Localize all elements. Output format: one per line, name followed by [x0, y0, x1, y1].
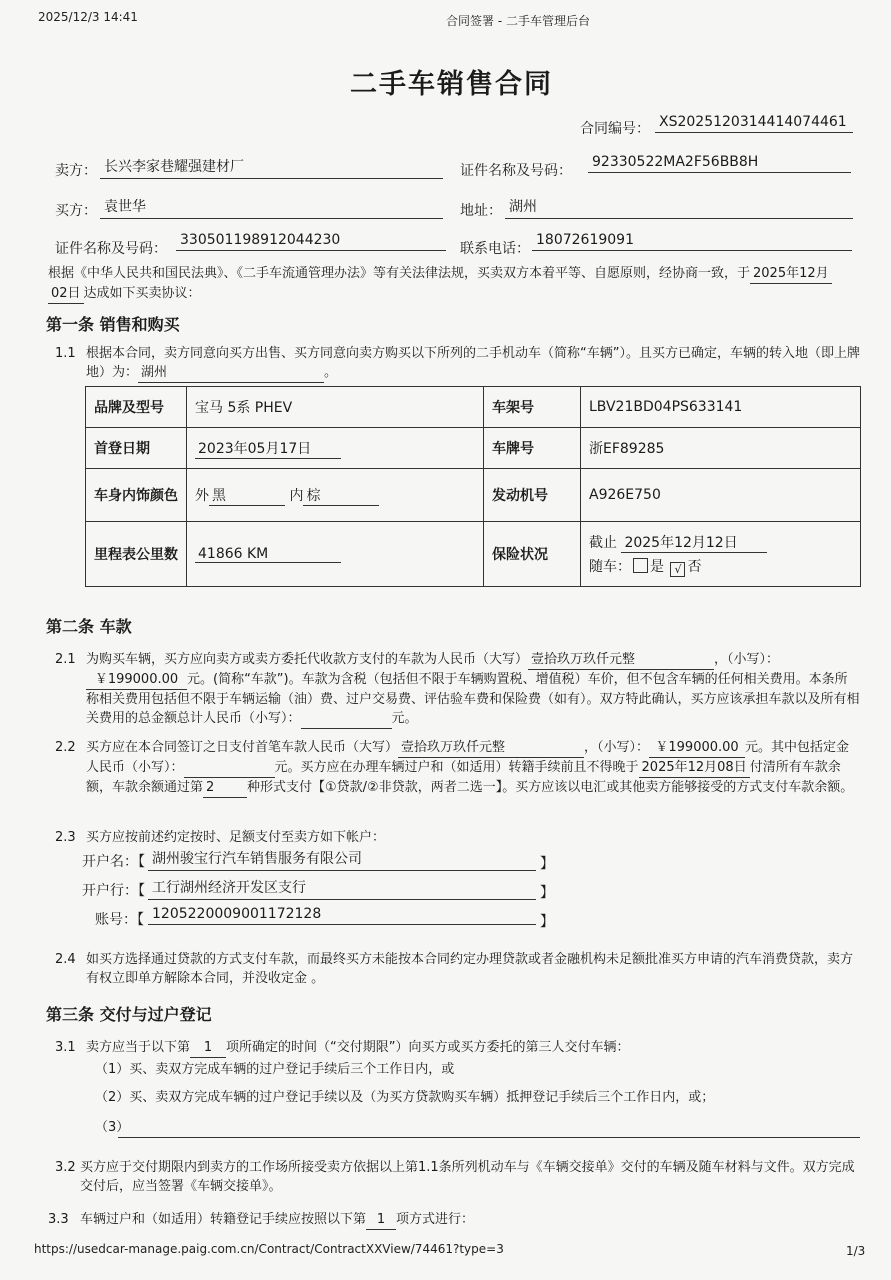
- color-label: 车身内饰颜色: [86, 469, 187, 522]
- vehicle-info-table: [85, 386, 861, 587]
- clause-2-1-number: 2.1: [55, 652, 76, 667]
- buyer-label: 买方：: [55, 203, 97, 219]
- insurance-yes-checkbox: [633, 558, 648, 573]
- section-3-title: 第三条 交付与过户登记: [46, 1005, 212, 1024]
- account-no-label: 账号：【: [95, 912, 144, 928]
- mileage-label: 里程表公里数: [86, 522, 187, 587]
- clause-2-4-text: 如买方选择通过贷款的方式支付车款，而最终买方未能按本合同约定办理贷款或者金融机构未足额批准买方申请的汽车消费贷款，卖方有权立即单方解除本合同，并没收定金 。: [86, 952, 854, 986]
- brand-label: 品牌及型号: [86, 387, 187, 428]
- insurance-no-checkbox: √: [670, 562, 685, 577]
- vin-label: 车架号: [484, 387, 581, 428]
- bracket-close: 】: [540, 914, 554, 930]
- option-3: （3）: [95, 1120, 130, 1135]
- plate-value: 浙EF89285: [581, 428, 861, 469]
- contract-no-label: 合同编号：: [580, 121, 650, 137]
- clause-3-3-text: 车辆过户和（如适用）转籍登记手续应按照以下第 1 项方式进行：: [80, 1210, 860, 1230]
- print-datetime: 2025/12/3 14:41: [38, 10, 138, 24]
- seller-value: 长兴李家巷耀强建材厂: [100, 156, 443, 179]
- clause-3-2-number: 3.2: [55, 1160, 76, 1175]
- insurance-cell: 截止 2025年12月12日 随车： 是 √ 否: [581, 522, 861, 587]
- reg-date-label: 首登日期: [86, 428, 187, 469]
- seller-id-label: 证件名称及号码：: [460, 163, 572, 179]
- preamble: 根据《中华人民共和国民法典》、《二手车流通管理办法》等有关法律法规，买卖双方本着平等、自愿原则，经协商一致，于 2025年12月 02日 达成如下买卖协议：: [48, 264, 860, 304]
- buyer-id-label: 证件名称及号码：: [55, 241, 167, 257]
- insurance-date: 2025年12月12日: [621, 532, 767, 553]
- account-no-value: 1205220009001172128: [148, 906, 536, 925]
- reg-date-cell: [187, 428, 484, 469]
- buyer-addr-label: 地址：: [460, 203, 502, 219]
- bank-label: 开户行：【: [82, 883, 145, 899]
- buyer-id-value: 330501198912044230: [176, 232, 446, 251]
- clause-3-2-text: 买方应于交付期限内到卖方的工作场所接受卖方依据以上第1.1条所列机动车与《车辆交接单》交付的车辆及随车材料与文件。双方完成交付后，应当签署《车辆交接单》。: [80, 1160, 855, 1194]
- exterior-color: 黑: [209, 485, 285, 506]
- clause-2-2-text: 买方应在本合同签订之日支付首笔车款人民币（大写） 壹拾玖万玖仟元整 ，（小写）： ￥199000.00 元。其中包括定金人民币（小写）： 元。买方应在办理车辆过户和（如适用）转籍手续前且不得晚于 2025年12月08日 付清所有车款余额，车款余额通过第 2 种形式支付【①贷款/②非贷款，两者二选一】。买方应该以电汇或其他卖方能够接受的方式支付车款余额。: [86, 738, 860, 798]
- option-3-blank: [118, 1137, 860, 1138]
- clause-1-1-number: 1.1: [55, 346, 76, 361]
- buyer-value: 袁世华: [100, 196, 443, 219]
- clause-1-1-text: 根据本合同，卖方同意向买方出售、买方同意向卖方购买以下所列的二手机动车（简称“车辆”）。且买方已确定，车辆的转入地（即上牌地）为： 湖州 。: [86, 344, 860, 383]
- buyer-phone-label: 联系电话：: [460, 241, 530, 257]
- clause-2-4-number: 2.4: [55, 952, 76, 967]
- clause-2-1-text: 为购买车辆，买方应向卖方或卖方委托代收款方支付的车款为人民币（大写） 壹拾玖万玖仟元整 ，（小写）： ￥199000.00 元。(简称“车款”)。车款为含税（包括但不限于车辆购置税、增值税）车价，但不包含车辆的任何相关费用。本条所称相关费用包括但不限于车辆运输（油）费、过户交易费、评估验车费和保险费（如有）。双方特此确认，买方应该承担车款以及所有相关费用的总金额总计人民币（小写）： 元。: [86, 650, 860, 729]
- engine-value: A926E750: [581, 469, 861, 522]
- account-name-label: 开户名：【: [82, 854, 145, 870]
- option-1: （1）买、卖双方完成车辆的过户登记手续后三个工作日内，或: [95, 1062, 455, 1077]
- clause-3-1-text: 卖方应当于以下第 1 项所确定的时间（“交付期限”）向买方或买方委托的第三人交付车辆：: [86, 1038, 860, 1058]
- section-2-title: 第二条 车款: [46, 617, 132, 636]
- color-cell: 外 黑 内 棕: [187, 469, 484, 522]
- reg-date-value: 2023年05月17日: [195, 438, 341, 459]
- account-name-value: 湖州骏宝行汽车销售服务有限公司: [148, 848, 536, 871]
- contract-no-value: XS2025120314414074461: [655, 114, 853, 133]
- brand-value: 宝马 5系 PHEV: [187, 387, 484, 428]
- document-title: 二手车销售合同: [350, 69, 553, 100]
- print-url: https://usedcar-manage.paig.com.cn/Contract/ContractXXView/74461?type=3: [34, 1242, 504, 1256]
- plate-label: 车牌号: [484, 428, 581, 469]
- clause-3-1-number: 3.1: [55, 1040, 76, 1055]
- seller-label: 卖方：: [55, 163, 97, 179]
- engine-label: 发动机号: [484, 469, 581, 522]
- print-page-title: 合同签署 - 二手车管理后台: [446, 14, 590, 28]
- buyer-phone-value: 18072619091: [532, 232, 852, 251]
- option-2: （2）买、卖双方完成车辆的过户登记手续以及（为买方贷款购买车辆）抵押登记手续后三个工作日内，或；: [95, 1090, 715, 1105]
- page-number: 1/3: [846, 1244, 866, 1258]
- mileage-value: 41866 KM: [195, 546, 341, 563]
- clause-2-2-number: 2.2: [55, 740, 76, 755]
- clause-3-3-number: 3.3: [48, 1212, 69, 1227]
- bracket-close: 】: [540, 856, 554, 872]
- section-1-title: 第一条 销售和购买: [46, 315, 180, 334]
- vin-value: LBV21BD04PS633141: [581, 387, 861, 428]
- mileage-cell: [187, 522, 484, 587]
- interior-color: 棕: [303, 485, 379, 506]
- clause-2-3-number: 2.3: [55, 830, 76, 845]
- insurance-label: 保险状况: [484, 522, 581, 587]
- bank-value: 工行湖州经济开发区支行: [148, 877, 536, 900]
- bracket-close: 】: [540, 885, 554, 901]
- buyer-addr-value: 湖州: [505, 196, 853, 219]
- seller-id-value: 92330522MA2F56BB8H: [588, 154, 851, 173]
- clause-2-3-text: 买方应按前述约定按时、足额支付至卖方如下帐户：: [86, 830, 386, 845]
